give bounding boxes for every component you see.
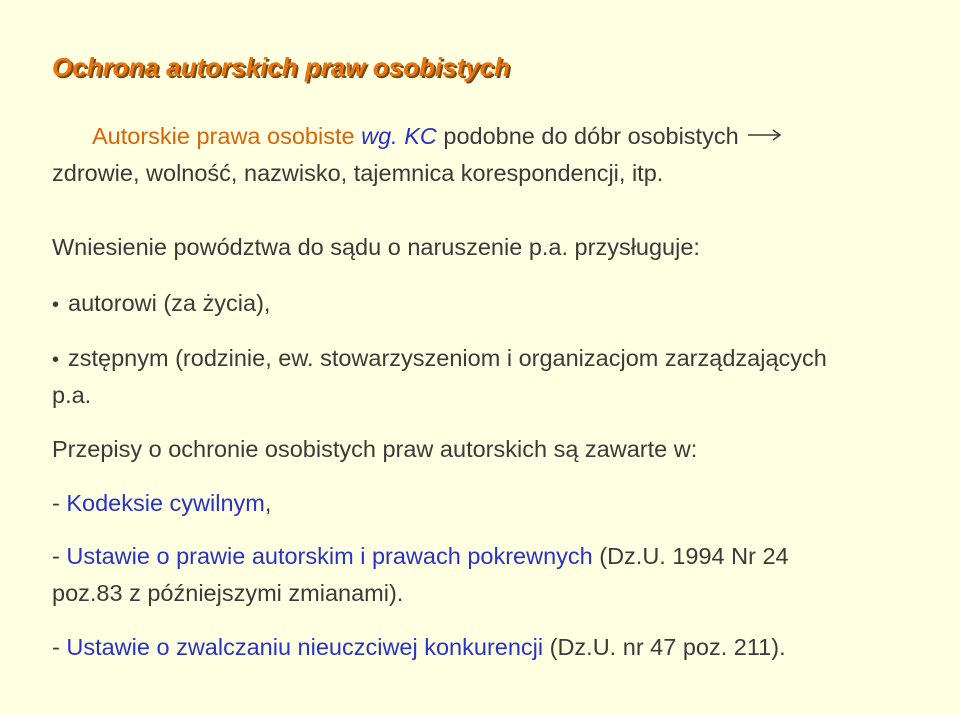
regulations-heading: Przepisy o ochronie osobistych praw autorskich są zawarte w: <box>52 436 698 462</box>
bullet-item-author <box>52 288 270 320</box>
dash: - <box>52 543 67 569</box>
intro-part-3: podobne do dóbr osobistych <box>443 123 739 149</box>
bullet-icon: • <box>52 294 60 316</box>
regulation-unfair-competition-text: Ustawie o zwalczaniu nieuczciwej konkurencji <box>66 634 544 660</box>
bullet-text-author: autorowi (za życia), <box>68 290 271 316</box>
intro-line-2: zdrowie, wolność, nazwisko, tajemnica korespondencji, itp. <box>52 160 664 186</box>
dash: - <box>52 634 67 660</box>
arrow-right-icon <box>747 128 783 142</box>
intro-part-1: Autorskie prawa osobiste <box>92 123 362 149</box>
regulation-unfair-competition-tail: (Dz.U. nr 47 poz. 211). <box>543 634 786 660</box>
bullet-text-descendants: zstępnym (rodzinie, ew. stowarzyszeniom i organizacjom zarządzających <box>68 345 827 371</box>
regulation-item-unfair-competition <box>52 632 786 662</box>
regulation-item-civil-code <box>52 488 271 518</box>
regulation-civil-code-tail: , <box>264 490 272 516</box>
bullet-icon: • <box>52 349 60 371</box>
dash: - <box>52 490 67 516</box>
regulation-civil-code-text: Kodeksie cywilnym <box>66 490 265 516</box>
regulation-copyright-act-text: Ustawie o prawie autorskim i prawach pokrewnych <box>66 543 593 569</box>
regulation-copyright-act-line-2: poz.83 z późniejszymi zmianami). <box>52 580 404 606</box>
bullet-item-descendants <box>52 343 827 375</box>
lawsuit-heading: Wniesienie powództwa do sądu o naruszenie p.a. przysługuje: <box>52 234 700 260</box>
slide-title: Ochrona autorskich praw osobistych <box>52 52 510 82</box>
regulation-item-copyright-act <box>52 541 789 571</box>
regulation-copyright-act-tail: (Dz.U. 1994 Nr 24 <box>592 543 789 569</box>
intro-part-2: wg. KC <box>361 123 444 149</box>
bullet-item-descendants-cont: p.a. <box>52 382 92 408</box>
intro-line-1 <box>92 121 783 151</box>
